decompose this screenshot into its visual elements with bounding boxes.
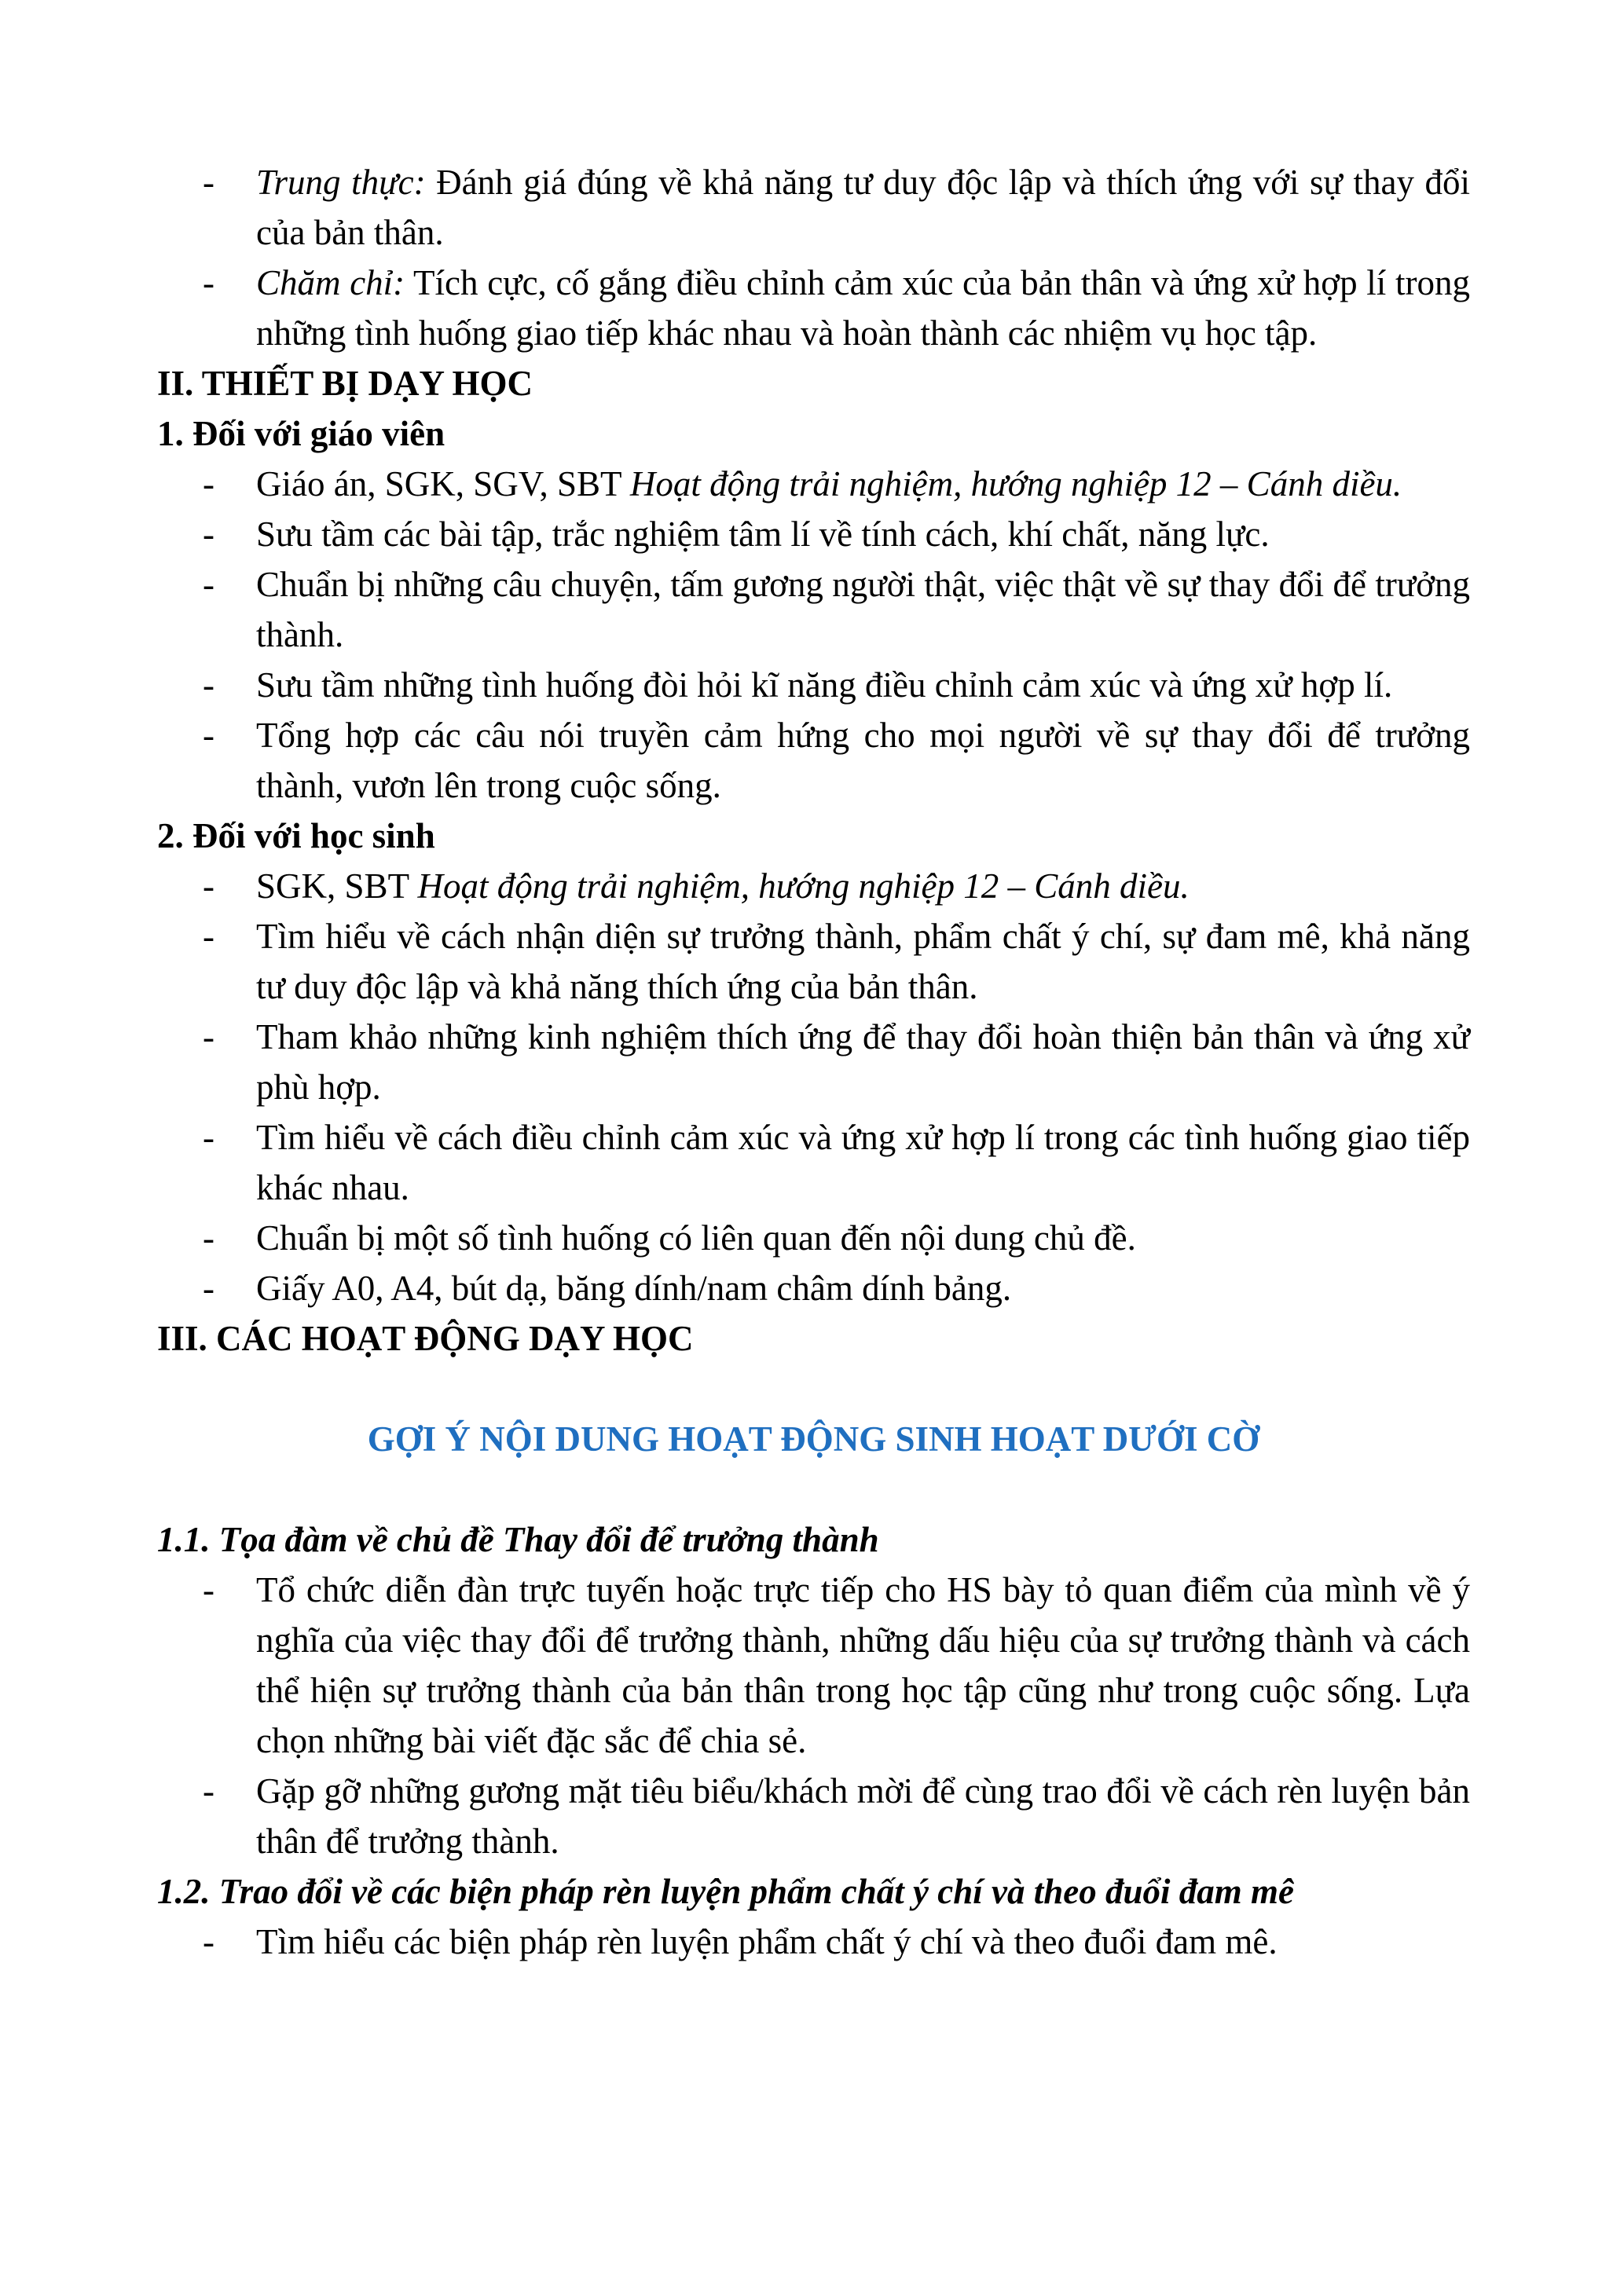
bullet-dash: - — [203, 464, 214, 504]
list-item-text: Gặp gỡ những gương mặt tiêu biểu/khách mời để cùng trao đổi về cách rèn luyện bản thân để trưởng thành. — [256, 1771, 1470, 1861]
list-item — [157, 1112, 1470, 1213]
bullet-dash: - — [203, 1922, 214, 1961]
list-item-text: Tham khảo những kinh nghiệm thích ứng để thay đổi hoàn thiện bản thân và ứng xử phù hợp. — [256, 1017, 1470, 1107]
list-item — [157, 911, 1470, 1012]
bullet-dash: - — [203, 1218, 214, 1258]
bullet-dash: - — [203, 263, 214, 302]
bullet-dash: - — [203, 163, 214, 202]
activity-heading: 1.2. Trao đổi về các biện pháp rèn luyện phẩm chất ý chí và theo đuổi đam mê — [157, 1872, 1295, 1911]
bullet-dash: - — [203, 565, 214, 604]
book-title: Hoạt động trải nghiệm, hướng nghiệp 12 – Cánh diều. — [417, 866, 1190, 906]
list-item-text: Tổng hợp các câu nói truyền cảm hứng cho mọi người về sự thay đổi để trưởng thành, vươn lên trong cuộc sống. — [256, 716, 1470, 805]
intro-item-label: Chăm chỉ: — [256, 263, 405, 302]
list-item-text: Tổ chức diễn đàn trực tuyến hoặc trực tiếp cho HS bày tỏ quan điểm của mình về ý nghĩa của việc thay đổi để trưởng thành, những dấu hiệu của sự trưởng thành và cách thể hiện sự trưởng thành của bản thân trong học tập cũng như trong cuộc sống. Lựa chọn những bài viết đặc sắc để chia sẻ. — [256, 1570, 1470, 1760]
list-item — [157, 509, 1470, 559]
bullet-dash: - — [203, 1771, 214, 1811]
list-item — [157, 1012, 1470, 1112]
bullet-dash: - — [203, 1118, 214, 1157]
list-item-text: Giấy A0, A4, bút dạ, băng dính/nam châm dính bảng. — [256, 1269, 1012, 1308]
banner-heading: GỢI Ý NỘI DUNG HOẠT ĐỘNG SINH HOẠT DƯỚI CỜ — [367, 1419, 1260, 1459]
list-item — [157, 660, 1470, 710]
list-item-text: Chuẩn bị những câu chuyện, tấm gương người thật, việc thật về sự thay đổi để trưởng thành. — [256, 565, 1470, 654]
list-item — [157, 559, 1470, 660]
list-item-text: Tìm hiểu về cách nhận diện sự trưởng thành, phẩm chất ý chí, sự đam mê, khả năng tư duy độc lập và khả năng thích ứng của bản thân. — [256, 917, 1470, 1006]
list-item — [157, 1766, 1470, 1866]
section-heading: III. CÁC HOẠT ĐỘNG DẠY HỌC — [157, 1319, 694, 1358]
list-item — [157, 1917, 1470, 1967]
section-heading: II. THIẾT BỊ DẠY HỌC — [157, 364, 533, 403]
intro-item — [157, 157, 1470, 258]
list-item — [157, 861, 1470, 911]
list-item-text: Sưu tầm các bài tập, trắc nghiệm tâm lí về tính cách, khí chất, năng lực. — [256, 514, 1270, 554]
intro-item-text: Đánh giá đúng về khả năng tư duy độc lập và thích ứng với sự thay đổi của bản thân. — [256, 163, 1470, 252]
bullet-dash: - — [203, 1570, 214, 1609]
bullet-dash: - — [203, 917, 214, 956]
list-item-text: SGK, SBT — [256, 866, 418, 906]
book-title: Hoạt động trải nghiệm, hướng nghiệp 12 – Cánh diều. — [629, 464, 1402, 504]
list-item — [157, 459, 1470, 509]
list-item — [157, 1263, 1470, 1313]
activity-heading: 1.1. Tọa đàm về chủ đề Thay đổi để trưởng thành — [157, 1520, 879, 1559]
bullet-dash: - — [203, 1017, 214, 1056]
bullet-dash: - — [203, 665, 214, 705]
document-content — [157, 157, 1470, 1967]
list-item — [157, 710, 1470, 811]
list-item — [157, 1213, 1470, 1263]
list-item — [157, 1565, 1470, 1766]
bullet-dash: - — [203, 514, 214, 554]
intro-item-label: Trung thực: — [256, 163, 426, 202]
list-item-text: Tìm hiểu các biện pháp rèn luyện phẩm chất ý chí và theo đuổi đam mê. — [256, 1922, 1278, 1961]
list-item-text: Tìm hiểu về cách điều chỉnh cảm xúc và ứng xử hợp lí trong các tình huống giao tiếp khác nhau. — [256, 1118, 1470, 1207]
list-item-text: Giáo án, SGK, SGV, SBT — [256, 464, 630, 504]
intro-item — [157, 258, 1470, 358]
list-item-text: Sưu tầm những tình huống đòi hỏi kĩ năng điều chỉnh cảm xúc và ứng xử hợp lí. — [256, 665, 1393, 705]
subsection-heading: 2. Đối với học sinh — [157, 816, 435, 855]
bullet-dash: - — [203, 866, 214, 906]
intro-item-text: Tích cực, cố gắng điều chỉnh cảm xúc của bản thân và ứng xử hợp lí trong những tình huống giao tiếp khác nhau và hoàn thành các nhiệm vụ học tập. — [256, 263, 1470, 353]
list-item-text: Chuẩn bị một số tình huống có liên quan đến nội dung chủ đề. — [256, 1218, 1136, 1258]
bullet-dash: - — [203, 716, 214, 755]
bullet-dash: - — [203, 1269, 214, 1308]
subsection-heading: 1. Đối với giáo viên — [157, 414, 445, 453]
